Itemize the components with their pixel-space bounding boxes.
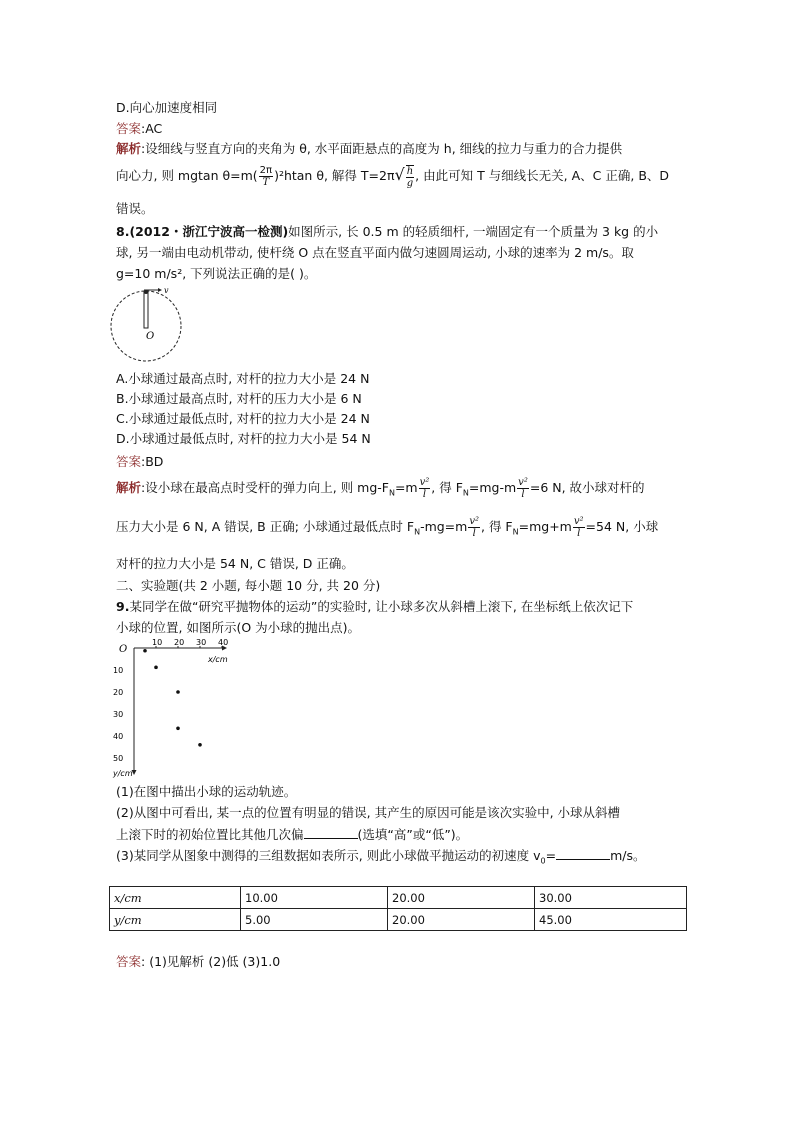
- q9-sub2-line1: (2)从图中可看出, 某一点的位置有明显的错误, 其产生的原因可能是该次实验中, 小球从斜槽: [116, 805, 621, 820]
- fraction-numerator: v²: [419, 477, 430, 488]
- y-tick-label: 10: [113, 666, 124, 675]
- answer-value: : (1)见解析 (2)低 (3)1.0: [141, 954, 281, 969]
- analysis-text: =m: [394, 480, 418, 495]
- fraction-numerator: v²: [573, 516, 584, 527]
- x-tick-label: 10: [152, 638, 163, 647]
- origin-label: O: [119, 644, 128, 655]
- data-points: [143, 649, 202, 747]
- data-point: [143, 649, 147, 653]
- q9-data-table: [109, 886, 687, 931]
- x-axis-label: x/cm: [208, 655, 228, 664]
- fraction-denominator: l: [577, 528, 581, 539]
- table-cell: 5.00: [241, 909, 388, 931]
- y-tick-label: 30: [113, 710, 124, 719]
- arrow-head-icon: [158, 288, 162, 292]
- sub3-text: =: [545, 848, 557, 863]
- subscript: N: [414, 527, 421, 537]
- dashed-circle-path: [111, 291, 181, 361]
- fraction-v2-over-l: [517, 477, 529, 500]
- section-2-heading: 二、实验题(共 2 小题, 每小题 10 分, 共 20 分): [116, 578, 381, 593]
- q9-sub1: (1)在图中描出小球的运动轨迹。: [116, 784, 297, 799]
- table-cell: 10.00: [241, 887, 388, 909]
- table-cell: 45.00: [535, 909, 687, 931]
- table-cell: y/cm: [110, 909, 241, 931]
- sqrt-sign: √: [394, 165, 405, 184]
- table-row: [110, 909, 687, 931]
- analysis-text: -mg=m: [420, 519, 468, 534]
- answer-label: 答案: [116, 121, 142, 136]
- y-tick-label: 20: [113, 688, 124, 697]
- q9-scatter-graph: [110, 636, 250, 778]
- question-number: 9.: [116, 599, 130, 614]
- data-point: [176, 727, 180, 731]
- fraction-v2-over-l: [468, 516, 480, 539]
- q8-analysis-line2: [116, 516, 658, 544]
- analysis-text: 向心力, 则 mgtan θ=m(: [116, 168, 258, 183]
- q9-sub2-line2: [116, 826, 468, 843]
- analysis-text: , 得 F: [431, 480, 463, 495]
- q8-option-b: B.小球通过最高点时, 对杆的压力大小是 6 N: [116, 391, 362, 406]
- q7-analysis-line1: [116, 141, 622, 157]
- data-point: [198, 743, 202, 747]
- analysis-text: =mg+m: [518, 519, 572, 534]
- analysis-text: , 得 F: [481, 519, 513, 534]
- fraction-denominator: l: [422, 489, 427, 500]
- y-tick-label: 40: [113, 732, 124, 741]
- q7-analysis-line3: 错误。: [116, 201, 154, 216]
- analysis-text: :设细线与竖直方向的夹角为 θ, 水平面距悬点的高度为 h, 细线的拉力与重力的合力提供: [141, 141, 623, 156]
- answer-label: 答案: [116, 954, 142, 969]
- fraction-numerator: h: [406, 165, 414, 177]
- analysis-label: 解析: [116, 141, 142, 156]
- table-cell: x/cm: [110, 887, 241, 909]
- fraction-2pi-over-t: [259, 165, 273, 188]
- table-cell: 30.00: [535, 887, 687, 909]
- y-tick-labels: [113, 666, 123, 763]
- answer-value: :AC: [141, 121, 163, 136]
- y-axis-label: y/cm: [113, 769, 133, 778]
- analysis-text: =6 N, 故小球对杆的: [529, 480, 645, 495]
- q8-answer: [116, 454, 163, 470]
- q9-stem-line1: [116, 599, 633, 615]
- question-number: 8.: [116, 224, 130, 239]
- subscript: N: [462, 488, 469, 498]
- q8-figure-circular-motion: [108, 288, 188, 368]
- data-point: [176, 690, 180, 694]
- ball: [144, 290, 148, 294]
- q9-stem-line2: 小球的位置, 如图所示(O 为小球的抛出点)。: [116, 620, 361, 635]
- fraction-numerator: 2π: [259, 165, 273, 176]
- table-cell: 20.00: [388, 909, 535, 931]
- sqrt-fraction: [406, 165, 414, 189]
- x-tick-label: 40: [218, 638, 229, 647]
- sub2-text: 上滚下时的初始位置比其他几次偏: [116, 827, 304, 842]
- analysis-text: :设小球在最高点时受杆的弹力向上, 则 mg-F: [141, 480, 389, 495]
- fraction-denominator: l: [521, 489, 525, 500]
- x-tick-labels: [152, 638, 228, 648]
- q9-answer: [116, 954, 280, 970]
- y-tick-label: 50: [113, 754, 124, 763]
- table-cell: 20.00: [388, 887, 535, 909]
- subscript: N: [512, 527, 519, 537]
- analysis-text: 压力大小是 6 N, A 错误, B 正确; 小球通过最低点时 F: [116, 519, 415, 534]
- fraction-denominator: l: [472, 528, 476, 539]
- fraction-v2-over-l: [573, 516, 585, 539]
- sub2-text: (选填“高”或“低”)。: [357, 827, 469, 842]
- fraction-v2-over-l: [419, 477, 431, 500]
- subscript: N: [388, 488, 395, 498]
- analysis-label: 解析: [116, 480, 142, 495]
- stem-text: 如图所示, 长 0.5 m 的轻质细杆, 一端固定有一个质量为 3 kg 的小: [288, 224, 659, 239]
- q9-sub3: [116, 847, 646, 870]
- fill-blank-high-low[interactable]: [304, 826, 358, 839]
- pivot-label: O: [146, 331, 155, 342]
- sub3-text: m/s。: [610, 848, 646, 863]
- x-tick-label: 30: [196, 638, 207, 647]
- q8-analysis-line3: 对杆的拉力大小是 54 N, C 错误, D 正确。: [116, 556, 354, 571]
- x-tick-label: 20: [174, 638, 185, 647]
- q8-option-a: A.小球通过最高点时, 对杆的拉力大小是 24 N: [116, 371, 370, 386]
- q7-analysis-line2: [116, 164, 669, 189]
- velocity-label: v: [164, 286, 169, 295]
- q8-stem-line1: [116, 224, 658, 240]
- fill-blank-initial-velocity[interactable]: [556, 847, 610, 860]
- q8-analysis-line1: [116, 477, 645, 505]
- fraction-numerator: v²: [518, 477, 528, 488]
- table-row: [110, 887, 687, 909]
- question-source: (2012・浙江宁波高一检测): [129, 224, 289, 239]
- rod: [144, 292, 148, 328]
- q8-option-d: D.小球通过最低点时, 对杆的拉力大小是 54 N: [116, 431, 371, 446]
- fraction-denominator: T: [262, 177, 270, 188]
- analysis-text: , 由此可知 T 与细线长无关, A、C 正确, B、D: [415, 168, 670, 183]
- analysis-text: )²htan θ, 解得 T=2π: [274, 168, 395, 183]
- sub3-text: (3)某同学从图象中测得的三组数据如表所示, 则此小球做平抛运动的初速度 v: [116, 848, 541, 863]
- q8-stem-line3: g=10 m/s², 下列说法正确的是( )。: [116, 266, 317, 281]
- q7-option-d: D.向心加速度相同: [116, 100, 218, 115]
- answer-value: :BD: [141, 454, 164, 469]
- fraction-numerator: v²: [469, 516, 480, 527]
- data-point: [154, 666, 158, 670]
- q7-answer: [116, 121, 162, 137]
- stem-text: 某同学在做“研究平抛物体的运动”的实验时, 让小球多次从斜槽上滚下, 在坐标纸上依次记下: [129, 599, 634, 614]
- fraction-denominator: g: [406, 177, 414, 189]
- subscript: 0: [540, 856, 546, 866]
- analysis-text: =54 N, 小球: [585, 519, 659, 534]
- q8-option-c: C.小球通过最低点时, 对杆的拉力大小是 24 N: [116, 411, 370, 426]
- analysis-text: =mg-m: [468, 480, 517, 495]
- q8-stem-line2: 球, 另一端由电动机带动, 使杆绕 O 点在竖直平面内做匀速圆周运动, 小球的速率为 2 m/s。取: [116, 245, 634, 260]
- answer-label: 答案: [116, 454, 142, 469]
